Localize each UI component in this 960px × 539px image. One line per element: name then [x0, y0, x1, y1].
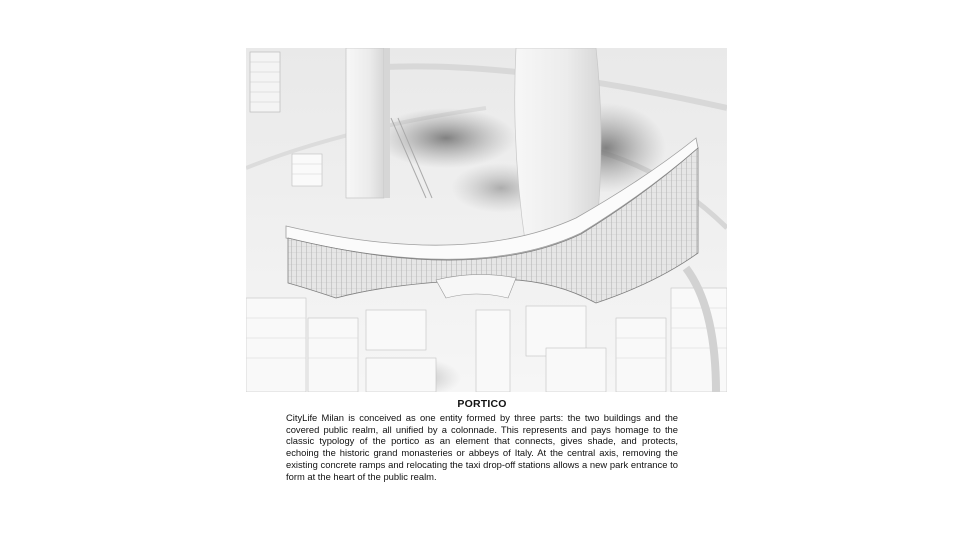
rendering-illustration — [246, 48, 727, 392]
caption-title: PORTICO — [457, 398, 507, 410]
midrise-block — [292, 154, 322, 186]
tower-shadow — [376, 108, 516, 168]
figure-caption — [286, 398, 678, 482]
caption-body: CityLife Milan is conceived as one entity formed by three parts: the two buildings and the covered public realm, all unified by a colonnade. This represents and pays homage to the classic typology of the portico as an element that connects, gives shade, and protects, echoing the historic grand monasteries or abbeys of Italy. At the central axis, removing the existing concrete ramps and relocating the taxi drop-off stations allows a new park entrance to form at the heart of the public realm. — [286, 412, 678, 482]
left-residential-building — [250, 52, 280, 112]
portico-architectural-rendering — [246, 48, 727, 392]
left-tower — [346, 48, 390, 198]
